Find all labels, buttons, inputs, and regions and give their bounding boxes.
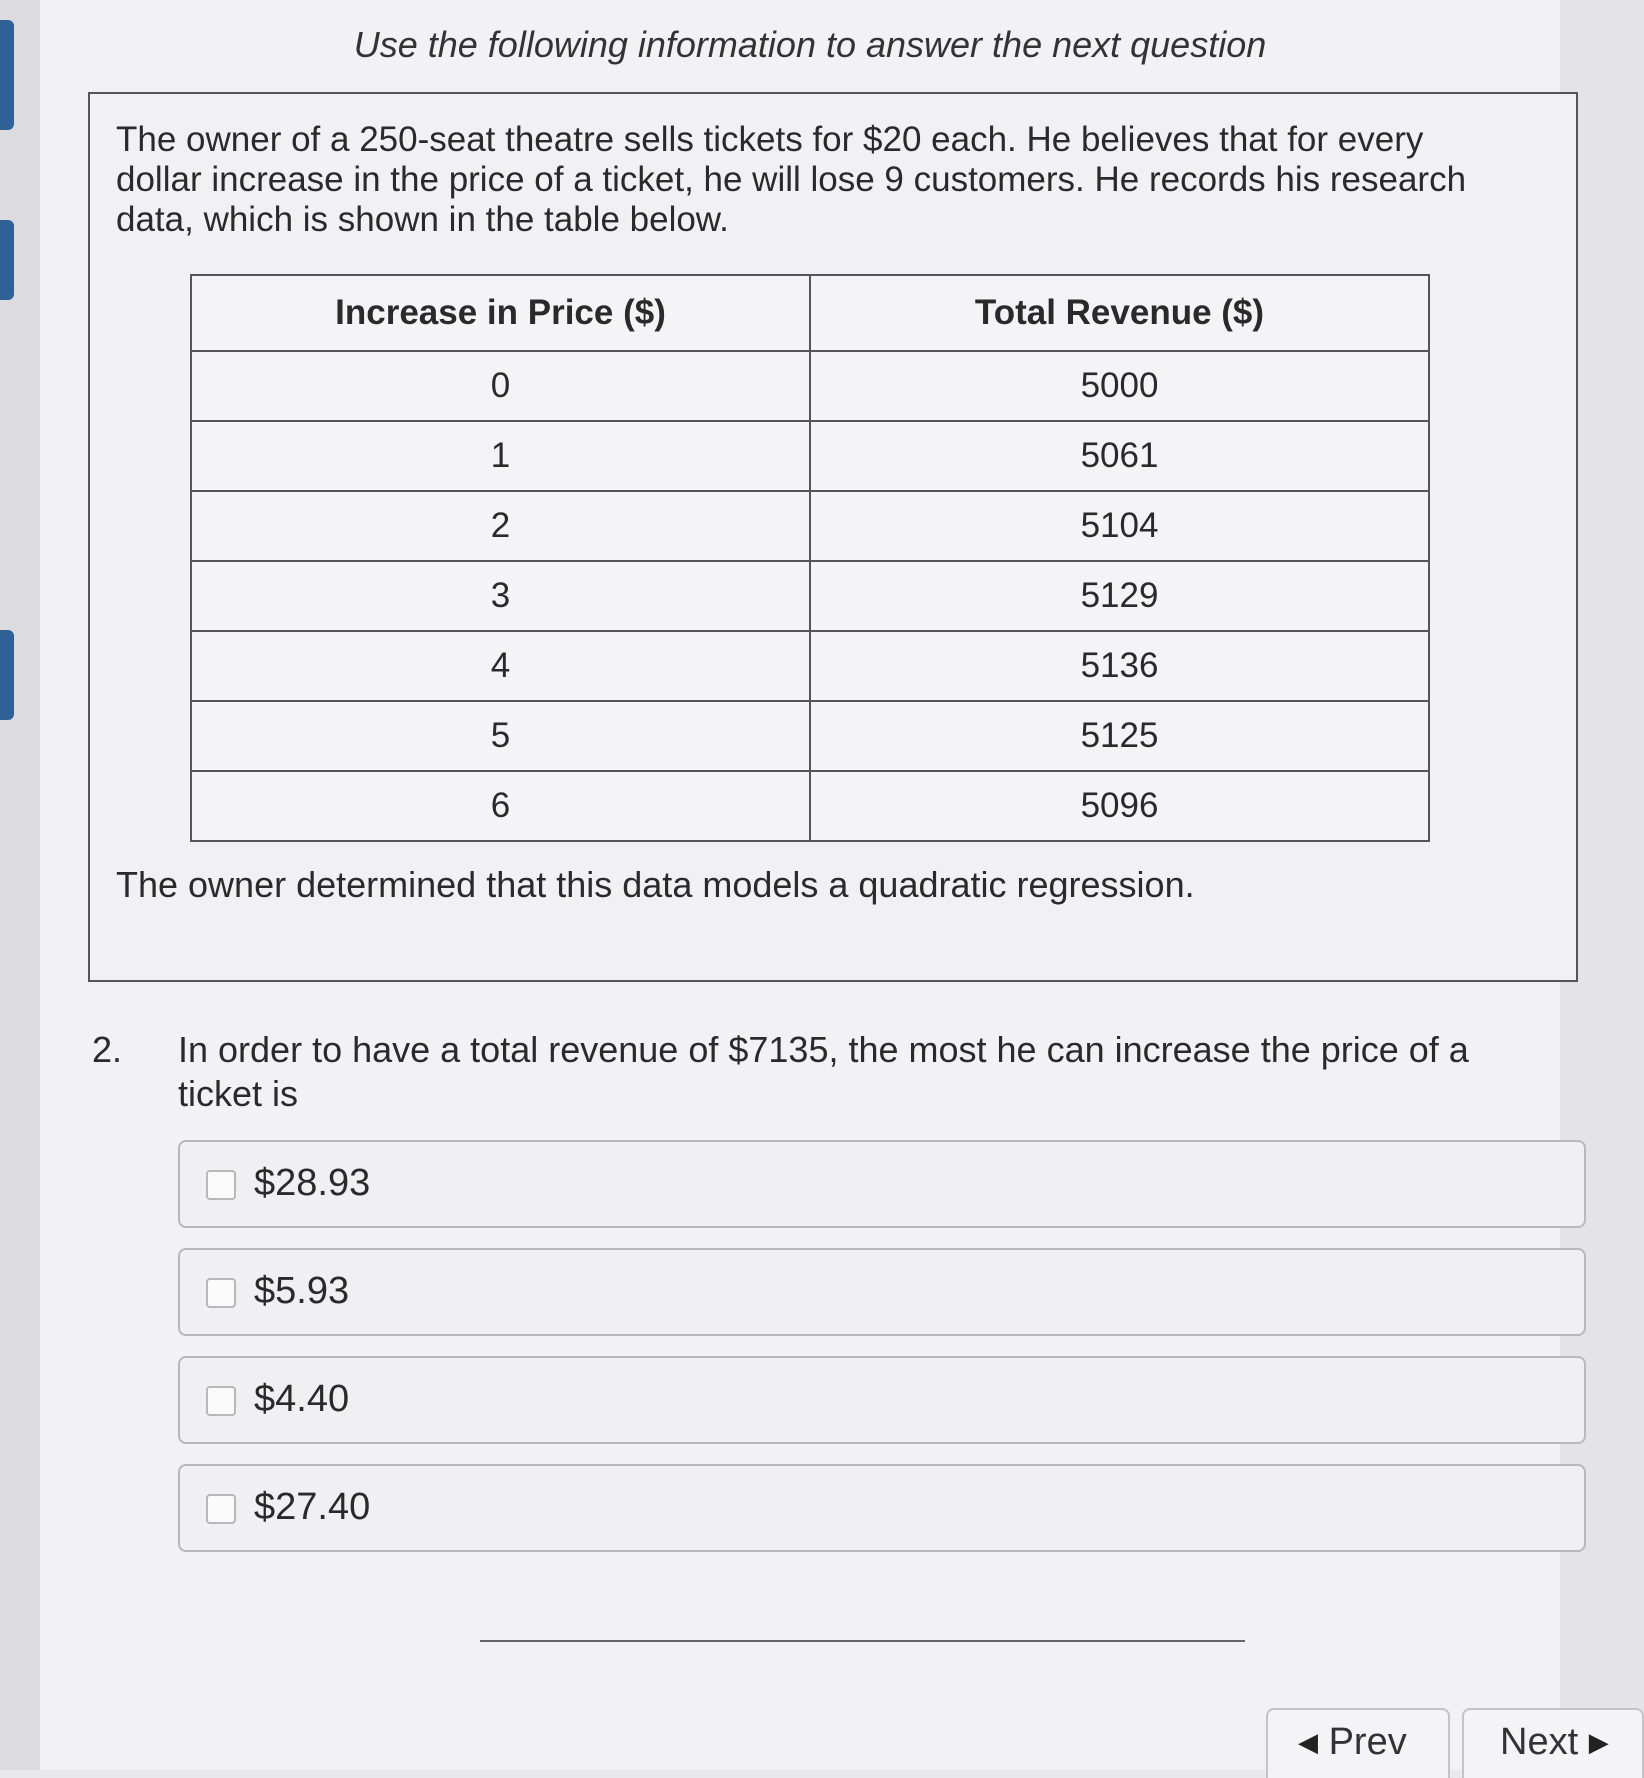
choice-label: $27.40 <box>254 1486 371 1528</box>
table-header-row <box>191 275 1429 351</box>
cell-revenue: 5129 <box>810 561 1429 631</box>
cell-revenue: 5000 <box>810 351 1429 421</box>
checkbox[interactable] <box>206 1494 236 1524</box>
table-row <box>191 561 1429 631</box>
checkbox[interactable] <box>206 1170 236 1200</box>
cell-increase: 2 <box>191 491 810 561</box>
prev-label: Prev <box>1328 1721 1407 1764</box>
cell-increase: 0 <box>191 351 810 421</box>
choice-option-3[interactable] <box>178 1356 1586 1444</box>
cell-increase: 1 <box>191 421 810 491</box>
next-arrow-icon: ▶ <box>1588 1727 1609 1758</box>
next-button[interactable] <box>1462 1708 1644 1778</box>
information-box <box>88 92 1578 982</box>
prev-button[interactable] <box>1266 1708 1450 1778</box>
next-label: Next <box>1500 1721 1579 1764</box>
table-row <box>191 771 1429 841</box>
cell-increase: 5 <box>191 701 810 771</box>
choice-label: $4.40 <box>254 1378 350 1420</box>
data-table <box>190 274 1430 842</box>
cell-revenue: 5096 <box>810 771 1429 841</box>
choice-option-2[interactable] <box>178 1248 1586 1336</box>
side-tab-2[interactable] <box>0 220 14 300</box>
cell-revenue: 5061 <box>810 421 1429 491</box>
divider-line <box>480 1640 1245 1642</box>
cell-revenue: 5125 <box>810 701 1429 771</box>
cell-revenue: 5136 <box>810 631 1429 701</box>
header-total-revenue: Total Revenue ($) <box>810 275 1429 351</box>
table-row <box>191 421 1429 491</box>
side-tab-3[interactable] <box>0 630 14 720</box>
problem-paragraph: The owner of a 250-seat theatre sells tickets for $20 each. He believes that for every dollar increase in the price of a ticket, he will lose 9 customers. He records his research data, which is shown in the table below. <box>116 120 1467 239</box>
prev-arrow-icon: ◀ <box>1298 1727 1318 1758</box>
left-edge <box>0 0 40 1770</box>
choice-label: $5.93 <box>254 1270 350 1312</box>
cell-increase: 6 <box>191 771 810 841</box>
question-text: In order to have a total revenue of $7135, the most he can increase the price of a ticket is <box>178 1029 1469 1114</box>
cell-increase: 3 <box>191 561 810 631</box>
cell-revenue: 5104 <box>810 491 1429 561</box>
conclusion-text: The owner determined that this data models a quadratic regression. <box>116 864 1195 905</box>
choice-label: $28.93 <box>254 1162 371 1204</box>
question-number: 2. <box>92 1029 123 1070</box>
choice-option-1[interactable] <box>178 1140 1586 1228</box>
table-row <box>191 701 1429 771</box>
table-row <box>191 351 1429 421</box>
checkbox[interactable] <box>206 1386 236 1416</box>
intro-heading: Use the following information to answer the next question <box>353 24 1267 65</box>
cell-increase: 4 <box>191 631 810 701</box>
table-row <box>191 631 1429 701</box>
checkbox[interactable] <box>206 1278 236 1308</box>
choice-option-4[interactable] <box>178 1464 1586 1552</box>
table-row <box>191 491 1429 561</box>
header-increase-price: Increase in Price ($) <box>191 275 810 351</box>
